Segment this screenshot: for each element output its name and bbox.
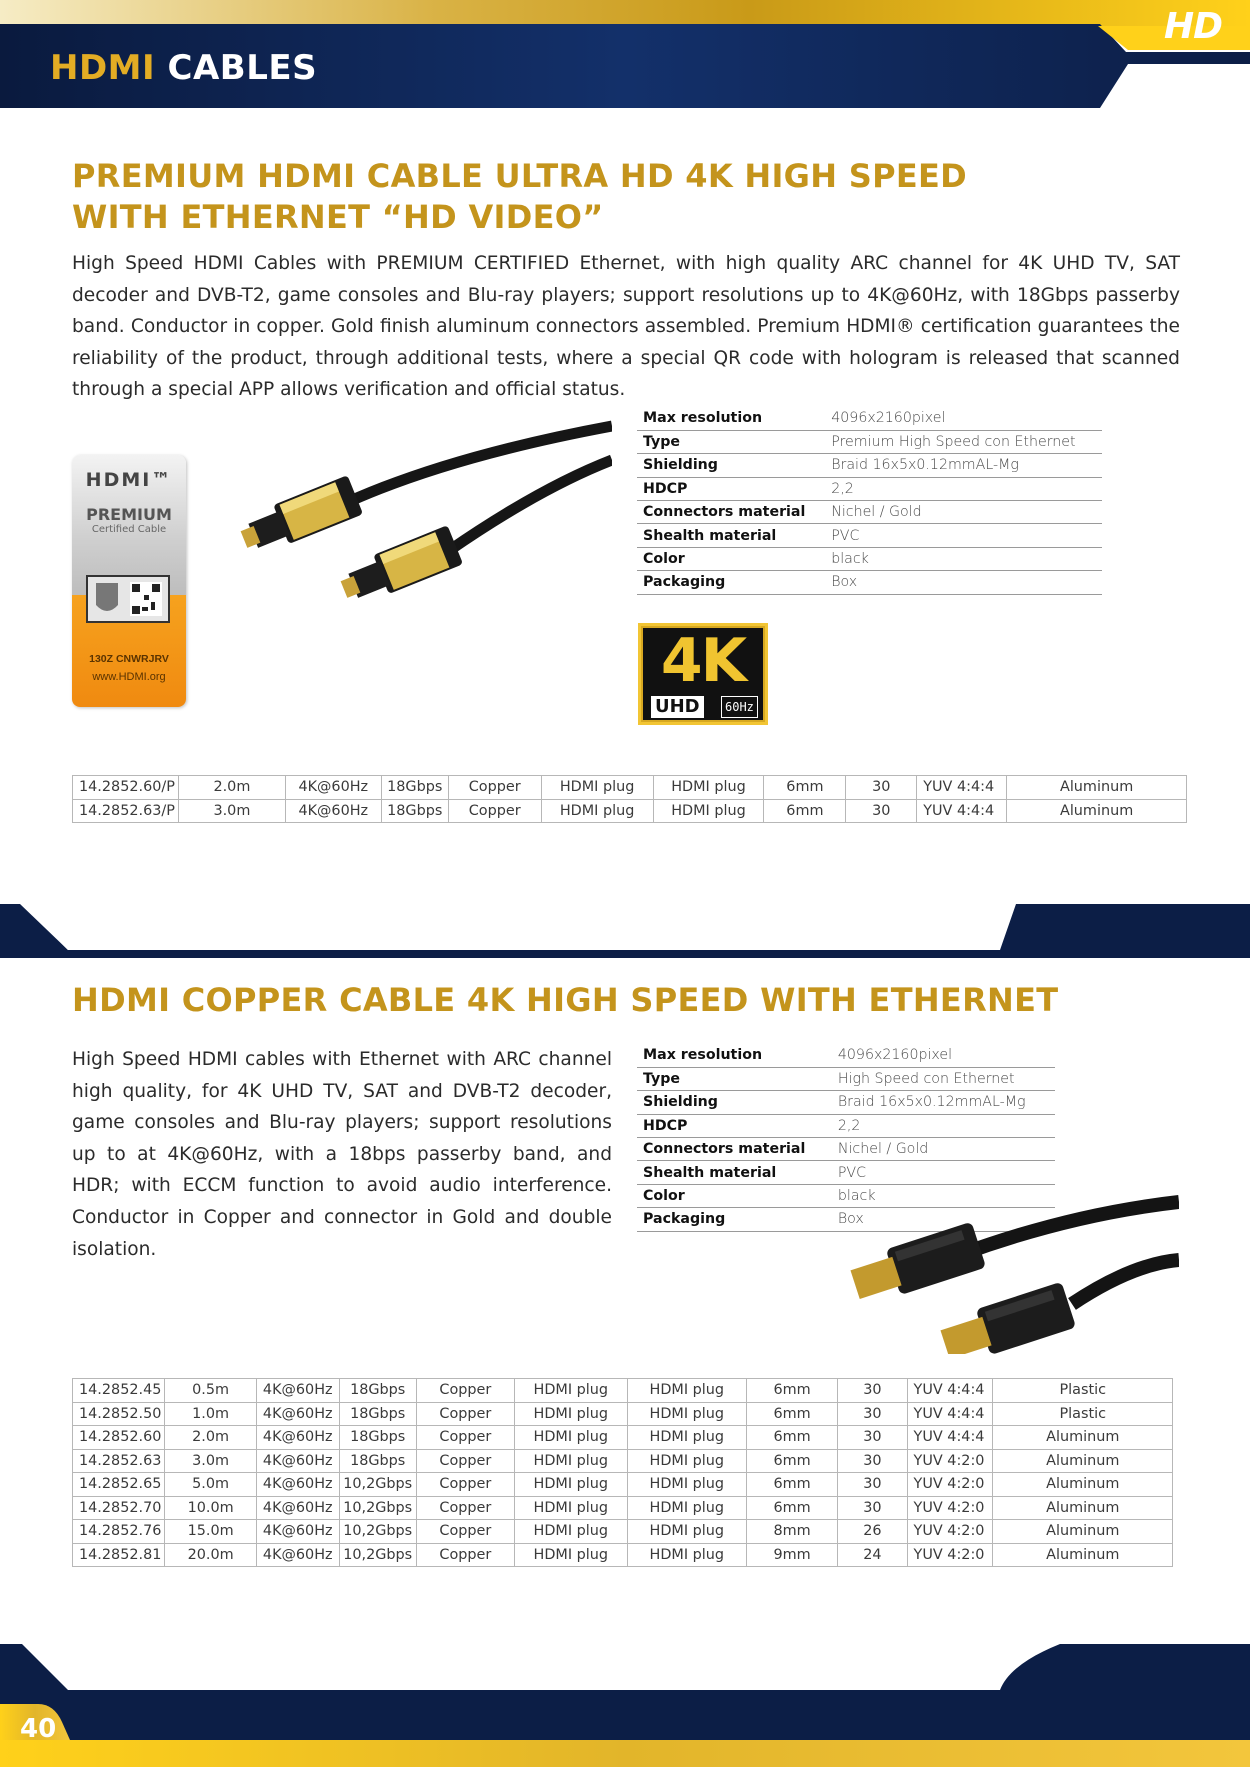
code-cell: YUV 4:2:0: [907, 1449, 993, 1473]
spec-value: Nichel / Gold: [832, 1138, 1055, 1161]
code-cell: HDMI plug: [515, 1473, 628, 1497]
footer-band: [0, 1644, 1250, 1767]
code-cell: YUV 4:2:0: [907, 1543, 993, 1567]
code-cell: 14.2852.45: [73, 1379, 165, 1403]
code-cell: 3.0m: [178, 799, 285, 823]
code-cell: 4K@60Hz: [285, 799, 381, 823]
code-cell: 4K@60Hz: [256, 1379, 339, 1403]
product2-code-row: [73, 1449, 1173, 1473]
code-cell: HDMI plug: [515, 1496, 628, 1520]
code-cell: 4K@60Hz: [256, 1543, 339, 1567]
gold-hdmi-cable-image: [240, 418, 612, 614]
code-cell: 3.0m: [165, 1449, 256, 1473]
product2-spec-row: [637, 1161, 1055, 1184]
page-number: 40: [20, 1714, 57, 1744]
spec-value: Braid 16x5x0.12mmAL-Mg: [825, 454, 1102, 477]
code-cell: Aluminum: [993, 1496, 1173, 1520]
product1-code-row: [73, 799, 1187, 823]
black-hdmi-cable-image: [842, 1194, 1179, 1354]
code-cell: HDMI plug: [515, 1449, 628, 1473]
code-cell: 24: [838, 1543, 907, 1567]
header-title-gold: HDMI: [50, 48, 156, 88]
code-cell: Aluminum: [993, 1426, 1173, 1450]
code-cell: Copper: [416, 1402, 514, 1426]
code-cell: Aluminum: [993, 1520, 1173, 1544]
spec-key: Color: [637, 547, 825, 570]
code-cell: 30: [838, 1449, 907, 1473]
spec-key: Type: [637, 430, 825, 453]
product2-code-row: [73, 1426, 1173, 1450]
code-cell: 6mm: [746, 1426, 837, 1450]
code-cell: 30: [838, 1473, 907, 1497]
code-cell: 6mm: [764, 776, 846, 800]
spec-value: 2,2: [832, 1114, 1055, 1137]
code-cell: 18Gbps: [339, 1449, 416, 1473]
code-cell: 2.0m: [165, 1426, 256, 1450]
code-cell: Copper: [416, 1379, 514, 1403]
code-cell: HDMI plug: [653, 799, 764, 823]
hdmi-premium-sticker: [72, 455, 186, 707]
code-cell: 30: [838, 1379, 907, 1403]
code-cell: Copper: [416, 1520, 514, 1544]
spec-value: 4096x2160pixel: [832, 1044, 1055, 1067]
code-cell: 30: [838, 1496, 907, 1520]
code-cell: Aluminum: [993, 1449, 1173, 1473]
code-cell: 14.2852.81: [73, 1543, 165, 1567]
product1-spec-row: [637, 407, 1102, 430]
code-cell: 4K@60Hz: [256, 1496, 339, 1520]
spec-key: Max resolution: [637, 407, 825, 430]
code-cell: Plastic: [993, 1379, 1173, 1403]
spec-value: PVC: [825, 524, 1102, 547]
code-cell: 14.2852.65: [73, 1473, 165, 1497]
code-cell: 5.0m: [165, 1473, 256, 1497]
product2-code-row: [73, 1496, 1173, 1520]
spec-key: Connectors material: [637, 1138, 832, 1161]
spec-value: Box: [825, 571, 1102, 594]
code-cell: 4K@60Hz: [256, 1426, 339, 1450]
spec-key: Type: [637, 1067, 832, 1090]
code-cell: Aluminum: [993, 1543, 1173, 1567]
code-cell: 30: [846, 799, 917, 823]
code-cell: 6mm: [764, 799, 846, 823]
product2-title: HDMI COPPER CABLE 4K HIGH SPEED WITH ETHERNET: [72, 981, 1059, 1019]
code-cell: YUV 4:4:4: [917, 776, 1007, 800]
code-cell: HDMI plug: [627, 1543, 746, 1567]
code-cell: 10,2Gbps: [339, 1473, 416, 1497]
product1-title-line2: WITH ETHERNET “HD VIDEO”: [72, 198, 604, 236]
spec-key: Shielding: [637, 1091, 832, 1114]
spec-key: Color: [637, 1184, 832, 1207]
code-cell: Plastic: [993, 1402, 1173, 1426]
product1-code-row: [73, 776, 1187, 800]
code-cell: Copper: [416, 1449, 514, 1473]
code-cell: Copper: [448, 776, 541, 800]
code-cell: HDMI plug: [541, 799, 653, 823]
product2-code-row: [73, 1520, 1173, 1544]
code-cell: HDMI plug: [515, 1543, 628, 1567]
spec-key: Packaging: [637, 571, 825, 594]
code-cell: YUV 4:2:0: [907, 1473, 993, 1497]
code-cell: Copper: [448, 799, 541, 823]
code-cell: HDMI plug: [653, 776, 764, 800]
code-cell: 6mm: [746, 1473, 837, 1497]
code-cell: 4K@60Hz: [256, 1473, 339, 1497]
code-cell: HDMI plug: [515, 1379, 628, 1403]
code-cell: Copper: [416, 1496, 514, 1520]
code-cell: 1.0m: [165, 1402, 256, 1426]
code-cell: 6mm: [746, 1402, 837, 1426]
code-cell: YUV 4:4:4: [907, 1379, 993, 1403]
product2-spec-row: [637, 1114, 1055, 1137]
code-cell: 18Gbps: [339, 1402, 416, 1426]
code-cell: HDMI plug: [627, 1473, 746, 1497]
product2-spec-row: [637, 1067, 1055, 1090]
code-cell: 10,2Gbps: [339, 1543, 416, 1567]
code-cell: HDMI plug: [627, 1520, 746, 1544]
code-cell: 6mm: [746, 1379, 837, 1403]
sticker-brand: HDMI™: [85, 469, 173, 491]
code-cell: 6mm: [746, 1449, 837, 1473]
code-cell: 10,2Gbps: [339, 1520, 416, 1544]
product1-title: [72, 156, 967, 238]
code-cell: 30: [846, 776, 917, 800]
code-cell: 10,2Gbps: [339, 1496, 416, 1520]
code-cell: HDMI plug: [627, 1379, 746, 1403]
qr-code-icon: [86, 575, 170, 623]
product1-codes-table: [72, 775, 1187, 823]
code-cell: 18Gbps: [381, 776, 448, 800]
code-cell: 4K@60Hz: [256, 1520, 339, 1544]
code-cell: 15.0m: [165, 1520, 256, 1544]
spec-value: High Speed con Ethernet: [832, 1067, 1055, 1090]
sticker-certified: Certified Cable: [91, 524, 167, 535]
code-cell: 18Gbps: [339, 1379, 416, 1403]
spec-key: Shielding: [637, 454, 825, 477]
hd-logo: HD: [1163, 6, 1222, 47]
spec-key: Max resolution: [637, 1044, 832, 1067]
product1-spec-row: [637, 477, 1102, 500]
code-cell: 14.2852.50: [73, 1402, 165, 1426]
product2-codes-table: [72, 1378, 1173, 1567]
spec-value: Premium High Speed con Ethernet: [825, 430, 1102, 453]
code-cell: 0.5m: [165, 1379, 256, 1403]
spec-value: 2,2: [825, 477, 1102, 500]
code-cell: HDMI plug: [627, 1496, 746, 1520]
code-cell: 20.0m: [165, 1543, 256, 1567]
code-cell: 30: [838, 1402, 907, 1426]
code-cell: YUV 4:2:0: [907, 1496, 993, 1520]
spec-value: 4096x2160pixel: [825, 407, 1102, 430]
code-cell: HDMI plug: [515, 1520, 628, 1544]
badge-hz-text: 60Hz: [721, 696, 758, 718]
code-cell: 4K@60Hz: [285, 776, 381, 800]
product2-code-row: [73, 1543, 1173, 1567]
code-cell: YUV 4:4:4: [907, 1402, 993, 1426]
code-cell: 2.0m: [178, 776, 285, 800]
code-cell: HDMI plug: [515, 1426, 628, 1450]
spec-key: Connectors material: [637, 501, 825, 524]
spec-value: Box: [832, 1208, 1055, 1231]
product1-spec-row: [637, 571, 1102, 594]
spec-key: Shealth material: [637, 524, 825, 547]
code-cell: YUV 4:4:4: [907, 1426, 993, 1450]
product2-spec-row: [637, 1138, 1055, 1161]
spec-key: HDCP: [637, 1114, 832, 1137]
badge-4k-text: 4K: [660, 626, 746, 696]
sticker-code: 130Z CNWRJRV: [89, 653, 169, 665]
product2-code-row: [73, 1402, 1173, 1426]
code-cell: 14.2852.76: [73, 1520, 165, 1544]
product1-title-line1: PREMIUM HDMI CABLE ULTRA HD 4K HIGH SPEED: [72, 157, 968, 195]
code-cell: HDMI plug: [627, 1426, 746, 1450]
spec-key: HDCP: [637, 477, 825, 500]
product1-spec-row: [637, 430, 1102, 453]
product2-codes-body: [73, 1379, 1173, 1567]
sticker-premium: PREMIUM: [86, 505, 172, 524]
code-cell: HDMI plug: [515, 1402, 628, 1426]
code-cell: 10.0m: [165, 1496, 256, 1520]
code-cell: 8mm: [746, 1520, 837, 1544]
spec-value: Braid 16x5x0.12mmAL-Mg: [832, 1091, 1055, 1114]
code-cell: 4K@60Hz: [256, 1449, 339, 1473]
product1-spec-row: [637, 524, 1102, 547]
page-header-title: [50, 48, 317, 88]
spec-value: Nichel / Gold: [825, 501, 1102, 524]
product1-description: High Speed HDMI Cables with PREMIUM CERTIFIED Ethernet, with high quality ARC channel for 4K UHD TV, SAT decoder and DVB-T2, game consoles and Blu-ray players; support resolutions up to 4K@60Hz, with 18Gbps passerby band. Conductor in copper. Gold finish aluminum connectors assembled. Premium HDMI® certification guarantees the reliability of the product, through additional tests, where a special QR code with hologram is released that scanned through a special APP allows verification and official status.: [72, 253, 1180, 401]
code-cell: HDMI plug: [541, 776, 653, 800]
code-cell: 30: [838, 1426, 907, 1450]
spec-value: black: [832, 1184, 1055, 1207]
code-cell: Aluminum: [1007, 776, 1187, 800]
code-cell: 18Gbps: [339, 1426, 416, 1450]
code-cell: 14.2852.63/P: [73, 799, 179, 823]
product2-spec-row: [637, 1091, 1055, 1114]
product1-spec-body: [637, 407, 1102, 594]
code-cell: 14.2852.70: [73, 1496, 165, 1520]
code-cell: 26: [838, 1520, 907, 1544]
spec-value: black: [825, 547, 1102, 570]
badge-uhd-text: UHD: [651, 696, 704, 718]
code-cell: Copper: [416, 1426, 514, 1450]
header-title-white: CABLES: [167, 48, 318, 88]
code-cell: Copper: [416, 1473, 514, 1497]
product2-spec-row: [637, 1044, 1055, 1067]
code-cell: 14.2852.60/P: [73, 776, 179, 800]
product1-spec-table: [637, 407, 1102, 595]
code-cell: HDMI plug: [627, 1449, 746, 1473]
code-cell: 18Gbps: [381, 799, 448, 823]
code-cell: Aluminum: [993, 1473, 1173, 1497]
product2-code-row: [73, 1379, 1173, 1403]
code-cell: 14.2852.60: [73, 1426, 165, 1450]
product2-code-row: [73, 1473, 1173, 1497]
code-cell: 6mm: [746, 1496, 837, 1520]
section-divider: [0, 904, 1250, 958]
code-cell: YUV 4:2:0: [907, 1520, 993, 1544]
code-cell: 9mm: [746, 1543, 837, 1567]
product1-spec-row: [637, 454, 1102, 477]
code-cell: 4K@60Hz: [256, 1402, 339, 1426]
code-cell: YUV 4:4:4: [917, 799, 1007, 823]
code-cell: HDMI plug: [627, 1402, 746, 1426]
product2-description: High Speed HDMI cables with Ethernet with ARC channel high quality, for 4K UHD TV, SAT and DVB-T2 decoder, game consoles and Blu-ray players; support resolutions up to at 4K@60Hz, with a 18bps passerby band, and HDR; with ECCM function to avoid audio interference. Conductor in Copper and connector in Gold and double isolation.: [72, 1049, 612, 1260]
spec-key: Packaging: [637, 1208, 832, 1231]
spec-key: Shealth material: [637, 1161, 832, 1184]
code-cell: Aluminum: [1007, 799, 1187, 823]
code-cell: 14.2852.63: [73, 1449, 165, 1473]
4k-uhd-badge: [638, 623, 768, 725]
code-cell: Copper: [416, 1543, 514, 1567]
product1-codes-body: [73, 776, 1187, 823]
product1-spec-row: [637, 547, 1102, 570]
sticker-url: www.HDMI.org: [92, 671, 166, 683]
product1-spec-row: [637, 501, 1102, 524]
spec-value: PVC: [832, 1161, 1055, 1184]
